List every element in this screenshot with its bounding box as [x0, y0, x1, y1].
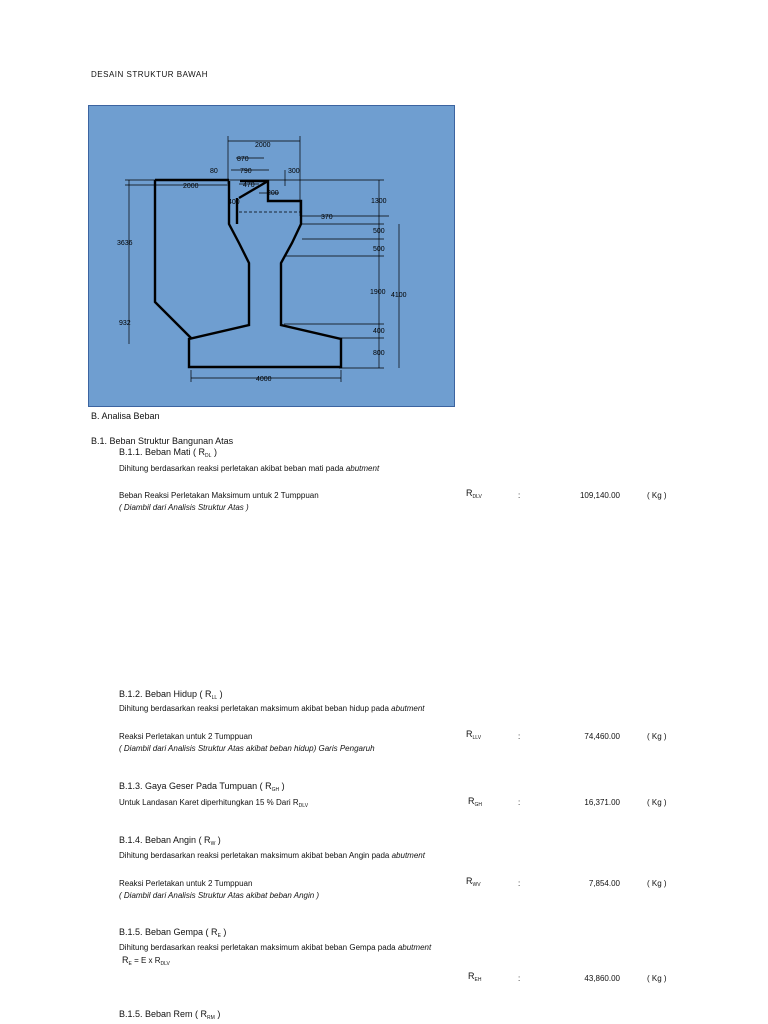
b12-description: Dihitung berdasarkan reaksi perletakan maksimum akibat beban hidup pada abutment [119, 704, 425, 713]
b11-line1: Beban Reaksi Perletakan Maksimum untuk 2 Tumppuan [119, 491, 319, 500]
dim-400b: 400 [373, 328, 385, 335]
dim-4100: 4100 [391, 292, 407, 299]
dim-470: 470 [243, 182, 255, 189]
b13-description: Untuk Landasan Karet diperhitungkan 15 % Dari $R_{DLV}$ [119, 798, 309, 809]
b13-unit: ( Kg ) [647, 798, 667, 807]
b14-symbol: $R_{WV}$ [466, 876, 481, 888]
b13-heading: B.1.3. Gaya Geser Pada Tumpuan ( $R_{GH}$ ) [119, 781, 285, 793]
b14-value: 7,854.00 [588, 879, 620, 888]
dim-200: 200 [267, 190, 279, 197]
dim-1900: 1900 [370, 289, 386, 296]
b12-heading: B.1.2. Beban Hidup ( $R_{LL}$ ) [119, 689, 223, 701]
b12-colon: : [518, 732, 521, 741]
b12-unit: ( Kg ) [647, 732, 667, 741]
section-b1-heading: B.1. Beban Struktur Bangunan Atas [91, 436, 234, 446]
dim-2000-top: 2000 [255, 142, 271, 149]
b16-heading: B.1.5. Beban Rem ( $R_{RM}$ ) [119, 1009, 221, 1021]
dim-500b: 500 [373, 246, 385, 253]
b13-value: 16,371.00 [584, 798, 620, 807]
b11-unit: ( Kg ) [647, 491, 667, 500]
b15-heading: B.1.5. Beban Gempa ( $R_E$ ) [119, 927, 227, 939]
dim-870: 870 [237, 156, 249, 163]
dim-932: 932 [119, 320, 131, 327]
b11-heading: B.1.1. Beban Mati ( $R_{DL}$ ) [119, 447, 217, 459]
b11-symbol: $R_{DLV}$ [466, 488, 482, 500]
b12-line1: Reaksi Perletakan untuk 2 Tumppuan [119, 732, 253, 741]
dim-400: 400 [228, 199, 240, 206]
b12-line2: ( Diambil dari Analisis Struktur Atas akibat beban hidup) Garis Pengaruh [119, 744, 375, 753]
b11-colon: : [518, 491, 521, 500]
dim-500a: 500 [373, 228, 385, 235]
page-title: DESAIN STRUKTUR BAWAH [91, 70, 209, 79]
b11-description: Dihitung berdasarkan reaksi perletakan akibat beban mati pada abutment [119, 464, 380, 473]
b12-value: 74,460.00 [584, 732, 620, 741]
dim-790: 790 [240, 168, 252, 175]
section-b-heading: B. Analisa Beban [91, 411, 160, 421]
b14-colon: : [518, 879, 521, 888]
b14-heading: B.1.4. Beban Angin ( $R_W$ ) [119, 835, 221, 847]
b14-line2: ( Diambil dari Analisis Struktur Atas akibat beban Angin ) [119, 891, 320, 900]
dim-300: 300 [288, 168, 300, 175]
b13-symbol: $R_{GH}$ [468, 796, 482, 808]
abutment-cross-section-figure [88, 105, 455, 407]
b12-symbol: $R_{LLV}$ [466, 729, 482, 741]
b14-unit: ( Kg ) [647, 879, 667, 888]
b15-symbol: $R_{EH}$ [468, 971, 482, 983]
dim-370: 370 [321, 214, 333, 221]
b15-colon: : [518, 974, 521, 983]
b15-description: Dihitung berdasarkan reaksi perletakan maksimum akibat beban Gempa pada abutment [119, 943, 432, 952]
dim-2000-left: 2000 [183, 183, 199, 190]
dim-80: 80 [210, 168, 218, 175]
dim-4000: 4000 [256, 376, 272, 383]
b15-formula: $R_E = E$ x $R_{DLV}$ [122, 955, 170, 967]
b11-line2: ( Diambil dari Analisis Struktur Atas ) [119, 503, 249, 512]
dim-3636: 3636 [117, 240, 133, 247]
b14-description: Dihitung berdasarkan reaksi perletakan maksimum akibat beban Angin pada abutment [119, 851, 425, 860]
b13-colon: : [518, 798, 521, 807]
b15-value: 43,860.00 [584, 974, 620, 983]
b14-line1: Reaksi Perletakan untuk 2 Tumppuan [119, 879, 253, 888]
dim-1300: 1300 [371, 198, 387, 205]
b15-unit: ( Kg ) [647, 974, 667, 983]
dim-800: 800 [373, 350, 385, 357]
abutment-drawing [89, 106, 456, 408]
b11-value: 109,140.00 [579, 491, 620, 500]
